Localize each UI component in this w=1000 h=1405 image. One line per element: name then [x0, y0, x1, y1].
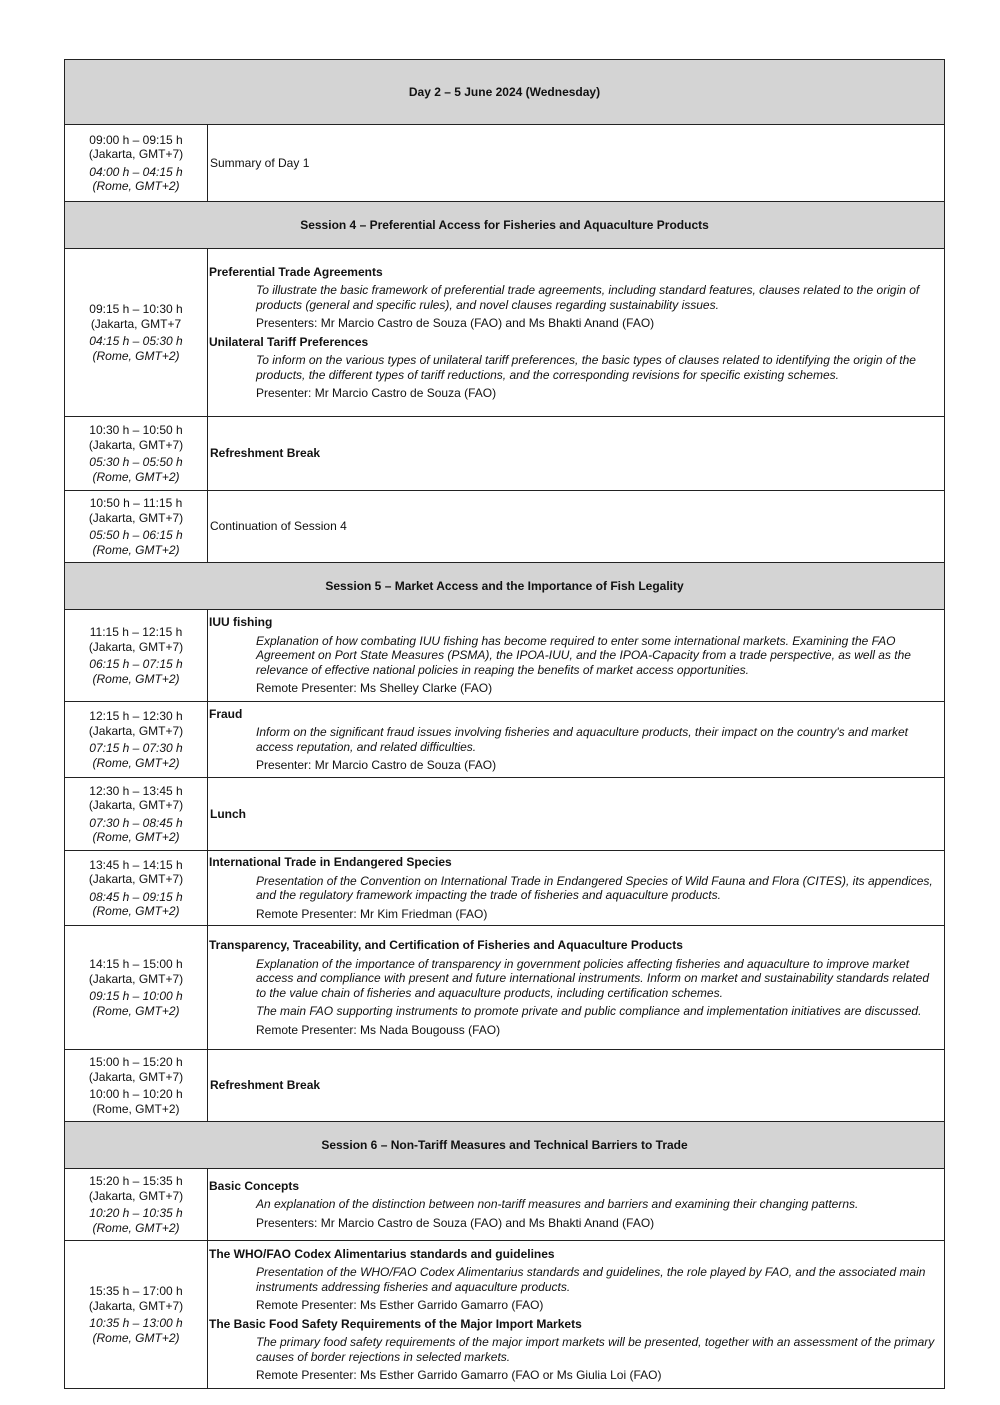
rome-time: 10:20 h – 10:35 h	[89, 1206, 183, 1220]
local-time: 13:45 h – 14:15 h	[89, 857, 183, 872]
schedule-row	[65, 851, 945, 926]
rome-time: 09:15 h – 10:00 h	[89, 989, 183, 1003]
rome-time: 07:15 h – 07:30 h	[89, 741, 183, 755]
item-title: The WHO/FAO Codex Alimentarius standards and guidelines	[209, 1246, 555, 1261]
time-cell	[65, 702, 208, 778]
session-title: Session 6 – Non-Tariff Measures and Technical Barriers to Trade	[65, 1122, 945, 1169]
agenda-item	[209, 335, 938, 401]
local-time: 10:50 h – 11:15 h	[89, 496, 183, 510]
item-description: To illustrate the basic framework of preferential trade agreements, including standard features, clauses related to the origin of products (general and specific rules), and novel clauses regarding sustainability issues.	[256, 283, 920, 312]
rome-time: 10:00 h – 10:20 h	[89, 1087, 183, 1101]
rome-zone: (Rome, GMT+2)	[92, 904, 180, 918]
activity-cell	[208, 491, 945, 563]
item-body	[256, 957, 938, 1038]
activity-cell	[208, 926, 945, 1050]
rome-zone: (Rome, GMT+2)	[92, 1220, 180, 1235]
local-zone: (Jakarta, GMT+7)	[88, 1298, 184, 1313]
day-header-row	[65, 60, 945, 125]
agenda-item	[209, 707, 938, 773]
item-presenter: Presenter: Mr Marcio Castro de Souza (FAO)	[256, 758, 497, 772]
local-zone: (Jakarta, GMT+7)	[88, 437, 184, 452]
activity-cell	[208, 1169, 945, 1241]
activity-cell	[208, 1241, 945, 1389]
agenda-item	[209, 855, 938, 921]
rome-time: 04:00 h – 04:15 h	[89, 164, 183, 179]
activity-cell	[208, 778, 945, 851]
session-title: Session 5 – Market Access and the Importance of Fish Legality	[65, 563, 945, 610]
item-title: Basic Concepts	[209, 1178, 300, 1193]
rome-zone: (Rome, GMT+2)	[92, 469, 180, 484]
rome-time: 07:30 h – 08:45 h	[89, 815, 183, 830]
item-body	[256, 634, 938, 696]
item-title: The Basic Food Safety Requirements of the Major Import Markets	[209, 1316, 582, 1331]
local-zone: (Jakarta, GMT+7)	[88, 147, 184, 161]
rome-zone: (Rome, GMT+2)	[92, 542, 180, 557]
item-body	[256, 725, 938, 773]
time-cell	[65, 1050, 208, 1122]
activity-cell	[208, 249, 945, 417]
item-description: Explanation of how combating IUU fishing has become required to enter some international markets. Examining the FAO Agreement on Port State Measures (PSMA), the IPOA-IUU, and the IPOA-Capacity from a trade perspective, as well as the relevance of effective national policies in reaping the benefits of market access opportunities.	[256, 633, 911, 677]
item-title: Fraud	[209, 706, 243, 721]
time-cell	[65, 1241, 208, 1389]
local-time: 09:15 h – 10:30 h	[89, 302, 183, 316]
schedule-row	[65, 1050, 945, 1122]
day-header: Day 2 – 5 June 2024 (Wednesday)	[65, 60, 945, 125]
local-zone: (Jakarta, GMT+7)	[88, 723, 184, 738]
schedule-row	[65, 702, 945, 778]
activity-cell	[208, 851, 945, 926]
item-description: Explanation of the importance of transparency in government policies affecting fisheries and aquaculture to improve market access and compliance with present and future international instruments. Inform on market and sustainability standards related to the value chain of fisheries and aquaculture products, including certification schemes.	[256, 956, 930, 1000]
local-zone: (Jakarta, GMT+7)	[88, 510, 184, 525]
activity-text: Continuation of Session 4	[210, 519, 347, 534]
local-time: 10:30 h – 10:50 h	[89, 423, 183, 437]
item-description: The primary food safety requirements of the major import markets will be presented, together with an assessment of the primary causes of border rejections in selected markets.	[256, 1335, 935, 1364]
item-presenter: Remote Presenter: Ms Nada Bougouss (FAO)	[256, 1022, 501, 1037]
rome-zone: (Rome, GMT+2)	[92, 1330, 180, 1345]
time-cell	[65, 125, 208, 202]
time-cell	[65, 610, 208, 702]
time-cell	[65, 778, 208, 851]
rome-zone: (Rome, GMT+2)	[92, 179, 180, 193]
item-description: Presentation of the WHO/FAO Codex Alimentarius standards and guidelines, the role played by FAO, and the associated main instruments addressing fisheries and aquaculture products.	[256, 1265, 926, 1294]
item-presenter: Remote Presenter: Mr Kim Friedman (FAO)	[256, 906, 488, 921]
time-cell	[65, 491, 208, 563]
local-time: 12:30 h – 13:45 h	[89, 783, 183, 798]
item-body	[256, 1265, 938, 1313]
item-title: IUU fishing	[209, 615, 273, 630]
schedule-row	[65, 417, 945, 491]
rome-time: 10:35 h – 13:00 h	[89, 1316, 183, 1330]
time-cell	[65, 249, 208, 417]
local-zone: (Jakarta, GMT+7)	[88, 798, 184, 812]
activity-cell	[208, 1050, 945, 1122]
item-title: Preferential Trade Agreements	[209, 264, 383, 279]
local-zone: (Jakarta, GMT+7)	[88, 1069, 184, 1084]
session-header-row	[65, 202, 945, 249]
item-description: Presentation of the Convention on International Trade in Endangered Species of Wild Fauna and Flora (CITES), its appendices, and the regulatory framework impacting the trade of fisheries and aquaculture products.	[256, 873, 933, 902]
schedule-row	[65, 926, 945, 1050]
item-body	[256, 874, 938, 922]
schedule-row	[65, 1241, 945, 1389]
local-time: 12:15 h – 12:30 h	[89, 709, 183, 723]
local-time: 15:20 h – 15:35 h	[89, 1174, 183, 1188]
rome-time: 05:30 h – 05:50 h	[89, 455, 183, 469]
local-zone: (Jakarta, GMT+7)	[88, 971, 184, 986]
local-time: 15:35 h – 17:00 h	[89, 1284, 183, 1298]
schedule-row	[65, 491, 945, 563]
local-time: 11:15 h – 12:15 h	[89, 625, 183, 639]
activity-cell	[208, 125, 945, 202]
item-presenter: Remote Presenter: Ms Esther Garrido Gamarro (FAO)	[256, 1298, 544, 1312]
item-description: The main FAO supporting instruments to promote private and public compliance and implementation initiatives are discussed.	[256, 1004, 922, 1018]
item-presenter: Presenters: Mr Marcio Castro de Souza (FAO) and Ms Bhakti Anand (FAO)	[256, 1215, 655, 1230]
local-time: 09:00 h – 09:15 h	[89, 132, 183, 147]
rome-time: 06:15 h – 07:15 h	[89, 657, 183, 671]
item-presenter: Presenter: Mr Marcio Castro de Souza (FAO)	[256, 386, 497, 400]
time-cell	[65, 1169, 208, 1241]
session-header-row	[65, 1122, 945, 1169]
rome-zone: (Rome, GMT+2)	[92, 671, 180, 686]
session-header-row	[65, 563, 945, 610]
rome-zone: (Rome, GMT+2)	[92, 1101, 180, 1116]
activity-cell	[208, 417, 945, 491]
break-title: Refreshment Break	[210, 446, 321, 461]
agenda-item	[209, 265, 938, 331]
schedule-row	[65, 1169, 945, 1241]
item-body	[256, 283, 938, 331]
time-cell	[65, 926, 208, 1050]
break-title: Refreshment Break	[210, 1078, 321, 1093]
agenda-item	[209, 615, 938, 696]
local-time: 15:00 h – 15:20 h	[89, 1055, 183, 1069]
item-description: Inform on the significant fraud issues involving fisheries and aquaculture products, their impact on the country's and market access reputation, and related difficulties.	[256, 725, 908, 754]
schedule-row	[65, 249, 945, 417]
item-description: An explanation of the distinction between non-tariff measures and barriers and examining their changing patterns.	[256, 1197, 859, 1212]
item-title: Transparency, Traceability, and Certification of Fisheries and Aquaculture Products	[209, 938, 683, 952]
item-body	[256, 1197, 938, 1230]
rome-time: 05:50 h – 06:15 h	[89, 528, 183, 542]
local-zone: (Jakarta, GMT+7)	[88, 1188, 184, 1203]
schedule-row	[65, 610, 945, 702]
rome-zone: (Rome, GMT+2)	[92, 830, 180, 844]
rome-time: 08:45 h – 09:15 h	[89, 889, 183, 904]
activity-text: Summary of Day 1	[210, 155, 310, 170]
agenda-item	[209, 1247, 938, 1313]
activity-cell	[208, 702, 945, 778]
rome-zone: (Rome, GMT+2)	[92, 348, 180, 363]
local-zone: (Jakarta, GMT+7)	[88, 639, 184, 654]
agenda-item	[209, 1179, 938, 1231]
agenda-item	[209, 1317, 938, 1383]
item-title: International Trade in Endangered Species	[209, 855, 452, 869]
rome-zone: (Rome, GMT+2)	[92, 1003, 180, 1018]
local-zone: (Jakarta, GMT+7)	[88, 872, 184, 886]
agenda-item	[209, 938, 938, 1037]
schedule-row	[65, 125, 945, 202]
local-time: 14:15 h – 15:00 h	[89, 957, 183, 971]
item-presenter: Remote Presenter: Ms Shelley Clarke (FAO)	[256, 681, 493, 696]
activity-cell	[208, 610, 945, 702]
item-body	[256, 353, 938, 401]
agenda-table	[64, 59, 945, 1389]
time-cell	[65, 417, 208, 491]
rome-time: 04:15 h – 05:30 h	[89, 334, 183, 348]
break-title: Lunch	[210, 806, 246, 821]
schedule-row	[65, 778, 945, 851]
item-presenter: Remote Presenter: Ms Esther Garrido Gamarro (FAO or Ms Giulia Loi (FAO)	[256, 1368, 662, 1382]
local-zone: (Jakarta, GMT+7	[90, 316, 182, 331]
item-description: To inform on the various types of unilateral tariff preferences, the basic types of clauses related to identifying the origin of the products, the different types of tariff reductions, and the corresponding revisions for specific existing schemes.	[256, 353, 916, 382]
item-body	[256, 1335, 938, 1383]
rome-zone: (Rome, GMT+2)	[92, 755, 180, 770]
item-presenter: Presenters: Mr Marcio Castro de Souza (FAO) and Ms Bhakti Anand (FAO)	[256, 316, 655, 330]
item-title: Unilateral Tariff Preferences	[209, 334, 369, 349]
session-title: Session 4 – Preferential Access for Fisheries and Aquaculture Products	[65, 202, 945, 249]
time-cell	[65, 851, 208, 926]
